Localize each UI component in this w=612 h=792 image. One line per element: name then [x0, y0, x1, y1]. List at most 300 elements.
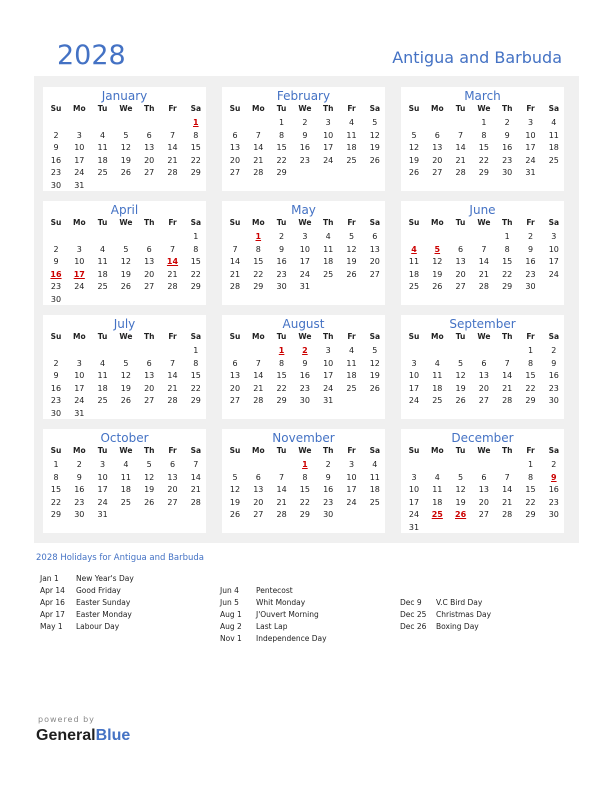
day-cell: 7: [279, 472, 285, 482]
brand-logo-part2: Blue: [95, 727, 131, 744]
holiday-day-cell: 1: [278, 346, 285, 355]
weekday-header: Su: [50, 446, 62, 455]
holiday-name: Pentecost: [256, 586, 293, 595]
month-name: June: [469, 203, 496, 217]
day-cell: 5: [123, 244, 129, 254]
day-cell: 10: [548, 244, 559, 254]
day-cell: 29: [190, 282, 201, 292]
country-title: Antigua and Barbuda: [392, 48, 562, 67]
day-cell: 15: [299, 485, 310, 495]
day-cell: 11: [97, 257, 108, 267]
weekday-header: Fr: [168, 104, 177, 113]
day-cell: 29: [502, 282, 513, 292]
day-cell: 18: [97, 383, 108, 393]
weekday-header: Sa: [548, 218, 560, 227]
holiday-name: Whit Monday: [256, 598, 306, 607]
day-cell: 29: [276, 168, 287, 178]
holiday-day-cell: 17: [73, 269, 85, 279]
holiday-name: Christmas Day: [436, 610, 492, 619]
day-cell: 24: [346, 497, 357, 507]
day-cell: 8: [255, 244, 261, 254]
day-cell: 20: [144, 383, 155, 393]
day-cell: 24: [323, 383, 334, 393]
day-cell: 4: [100, 130, 106, 140]
day-cell: 4: [123, 460, 129, 469]
day-cell: 3: [551, 232, 557, 241]
day-cell: 21: [167, 155, 178, 165]
weekday-header: Tu: [97, 218, 108, 227]
month-name: January: [101, 89, 148, 103]
day-cell: 19: [408, 155, 420, 165]
holiday-day-cell: 14: [166, 257, 179, 267]
day-cell: 30: [276, 282, 287, 292]
holiday-date: Dec 9: [400, 598, 422, 607]
weekday-header: Th: [322, 332, 334, 341]
day-cell: 10: [97, 472, 108, 482]
day-cell: 11: [323, 244, 334, 254]
weekday-header: We: [298, 218, 312, 227]
weekday-header: Mo: [430, 332, 444, 341]
weekday-header: Th: [143, 446, 155, 455]
day-cell: 18: [432, 497, 443, 507]
month-june: [401, 201, 564, 305]
day-cell: 25: [97, 168, 108, 178]
brand-logo-part1: General: [36, 727, 96, 744]
day-cell: 2: [53, 130, 59, 140]
day-cell: 17: [346, 485, 357, 495]
day-cell: 26: [432, 282, 443, 292]
day-cell: 12: [432, 257, 443, 267]
day-cell: 11: [346, 130, 357, 140]
day-cell: 3: [325, 346, 331, 355]
day-cell: 10: [408, 371, 420, 381]
day-cell: 26: [144, 497, 155, 507]
day-cell: 13: [229, 371, 241, 381]
day-cell: 31: [97, 510, 108, 520]
day-cell: 11: [97, 371, 108, 381]
month-february: [222, 87, 385, 191]
weekday-header: Sa: [190, 218, 202, 227]
day-cell: 29: [253, 282, 264, 292]
day-cell: 31: [74, 409, 85, 418]
day-cell: 23: [50, 282, 62, 292]
day-cell: 15: [502, 257, 513, 267]
day-cell: 1: [193, 232, 199, 241]
weekday-header: Th: [501, 446, 513, 455]
day-cell: 2: [551, 346, 557, 355]
day-cell: 3: [325, 118, 331, 127]
holiday-date: Aug 1: [220, 610, 242, 619]
day-cell: 27: [144, 168, 155, 178]
day-cell: 24: [97, 497, 108, 507]
weekday-header: We: [298, 332, 312, 341]
day-cell: 12: [144, 472, 155, 482]
day-cell: 11: [548, 130, 559, 140]
holiday-name: Boxing Day: [436, 622, 479, 631]
day-cell: 28: [229, 282, 241, 292]
day-cell: 25: [548, 155, 559, 165]
day-cell: 10: [323, 130, 334, 140]
day-cell: 29: [525, 396, 536, 406]
day-cell: 29: [525, 510, 536, 520]
day-cell: 1: [53, 460, 59, 469]
day-cell: 2: [76, 460, 82, 469]
day-cell: 6: [372, 232, 378, 241]
weekday-header: Su: [408, 218, 420, 227]
month-may: [222, 201, 385, 305]
holiday-name: New Year's Day: [76, 574, 134, 583]
day-cell: 1: [527, 346, 534, 355]
holiday-date: Apr 17: [40, 610, 65, 619]
day-cell: 20: [478, 383, 489, 393]
day-cell: 5: [372, 118, 378, 127]
day-cell: 21: [229, 269, 241, 279]
day-cell: 21: [276, 497, 287, 507]
month-name: May: [291, 203, 316, 217]
day-cell: 20: [229, 383, 241, 393]
day-cell: 9: [302, 130, 308, 140]
holiday-name: Labour Day: [76, 622, 120, 631]
day-cell: 8: [279, 130, 285, 140]
weekday-header: Sa: [369, 218, 381, 227]
day-cell: 11: [408, 257, 420, 267]
day-cell: 30: [548, 396, 559, 406]
day-cell: 14: [455, 143, 466, 153]
day-cell: 30: [50, 181, 62, 190]
day-cell: 11: [432, 485, 443, 495]
weekday-header: Th: [143, 218, 155, 227]
day-cell: 25: [408, 282, 420, 292]
day-cell: 18: [323, 257, 334, 267]
weekday-header: Su: [229, 446, 241, 455]
day-cell: 18: [97, 155, 108, 165]
month-name: December: [451, 431, 514, 445]
day-cell: 20: [369, 257, 380, 267]
day-cell: 27: [253, 510, 264, 520]
day-cell: 30: [502, 168, 513, 178]
day-cell: 3: [348, 460, 355, 469]
day-cell: 4: [348, 118, 355, 127]
day-cell: 1: [527, 460, 534, 469]
day-cell: 9: [53, 257, 59, 267]
day-cell: 13: [478, 371, 489, 381]
day-cell: 20: [229, 155, 241, 165]
weekday-header: Fr: [168, 218, 177, 227]
day-cell: 12: [408, 143, 420, 153]
day-cell: 22: [299, 497, 310, 507]
day-cell: 2: [551, 460, 557, 469]
day-cell: 4: [325, 232, 331, 241]
day-cell: 6: [146, 130, 152, 140]
day-cell: 12: [346, 244, 357, 254]
brand-logo[interactable]: [36, 727, 130, 745]
day-cell: 29: [190, 168, 201, 178]
weekday-header: Su: [408, 446, 420, 455]
day-cell: 28: [502, 510, 513, 520]
month-january: [43, 87, 206, 191]
weekday-header: Th: [322, 104, 334, 113]
day-cell: 7: [169, 130, 176, 140]
day-cell: 29: [299, 510, 310, 520]
day-cell: 7: [504, 472, 510, 482]
day-cell: 18: [548, 143, 559, 153]
day-cell: 21: [190, 485, 201, 495]
day-cell: 13: [253, 485, 264, 495]
day-cell: 30: [525, 282, 536, 292]
day-cell: 19: [369, 371, 380, 381]
day-cell: 26: [346, 269, 357, 279]
day-cell: 16: [502, 143, 513, 153]
day-cell: 23: [548, 497, 559, 507]
day-cell: 27: [478, 510, 489, 520]
holiday-day-cell: 1: [193, 118, 199, 127]
day-cell: 17: [74, 155, 85, 165]
day-cell: 2: [325, 460, 331, 469]
weekday-header: Th: [143, 332, 155, 341]
day-cell: 24: [74, 282, 85, 292]
weekday-header: Fr: [526, 104, 535, 113]
day-cell: 19: [120, 383, 131, 393]
weekday-header: Fr: [347, 218, 356, 227]
day-cell: 16: [299, 143, 310, 153]
day-cell: 20: [478, 497, 489, 507]
day-cell: 25: [369, 497, 380, 507]
day-cell: 23: [50, 168, 62, 178]
day-cell: 27: [229, 396, 241, 406]
day-cell: 29: [276, 396, 287, 406]
month-name: March: [464, 89, 501, 103]
day-cell: 21: [502, 383, 513, 393]
weekday-header: Fr: [526, 446, 535, 455]
day-cell: 1: [481, 118, 487, 127]
day-cell: 19: [229, 497, 241, 507]
day-cell: 21: [167, 269, 178, 279]
day-cell: 26: [120, 168, 131, 178]
day-cell: 15: [190, 371, 201, 381]
day-cell: 6: [232, 358, 238, 368]
day-cell: 18: [369, 485, 380, 495]
day-cell: 14: [167, 143, 178, 153]
day-cell: 11: [432, 371, 443, 381]
day-cell: 2: [279, 232, 285, 241]
weekday-header: We: [477, 104, 491, 113]
day-cell: 14: [190, 472, 201, 482]
day-cell: 17: [548, 257, 559, 267]
day-cell: 24: [408, 510, 420, 520]
day-cell: 12: [455, 371, 466, 381]
day-cell: 24: [74, 396, 85, 406]
day-cell: 23: [525, 269, 536, 279]
day-cell: 10: [74, 371, 85, 381]
weekday-header: Tu: [455, 104, 466, 113]
day-cell: 2: [302, 118, 308, 127]
day-cell: 16: [548, 485, 559, 495]
day-cell: 15: [525, 371, 536, 381]
day-cell: 23: [502, 155, 513, 165]
day-cell: 20: [167, 485, 178, 495]
month-november: [222, 429, 385, 533]
day-cell: 15: [190, 257, 201, 267]
holiday-name: J'Ouvert Morning: [256, 610, 319, 619]
day-cell: 10: [323, 358, 334, 368]
day-cell: 31: [408, 523, 420, 532]
day-cell: 16: [50, 383, 62, 393]
day-cell: 22: [525, 383, 536, 393]
holiday-date: Jun 5: [220, 598, 239, 607]
weekday-header: Su: [229, 218, 241, 227]
day-cell: 8: [527, 472, 534, 482]
day-cell: 10: [408, 485, 420, 495]
day-cell: 26: [229, 510, 241, 520]
holiday-name: Good Friday: [76, 586, 121, 595]
month-name: November: [272, 431, 335, 445]
day-cell: 21: [253, 155, 264, 165]
day-cell: 3: [100, 460, 106, 469]
day-cell: 2: [53, 358, 59, 368]
day-cell: 16: [50, 155, 62, 165]
day-cell: 13: [455, 257, 466, 267]
day-cell: 7: [169, 244, 176, 254]
weekday-header: We: [119, 104, 133, 113]
weekday-header: Su: [408, 332, 420, 341]
day-cell: 19: [120, 269, 131, 279]
day-cell: 28: [253, 168, 264, 178]
day-cell: 19: [432, 269, 443, 279]
day-cell: 23: [74, 497, 85, 507]
weekday-header: Mo: [251, 446, 265, 455]
day-cell: 27: [144, 282, 155, 292]
month-april: [43, 201, 206, 305]
day-cell: 5: [232, 472, 238, 482]
day-cell: 21: [253, 383, 264, 393]
day-cell: 20: [144, 269, 155, 279]
day-cell: 18: [432, 383, 443, 393]
day-cell: 12: [120, 143, 131, 153]
day-cell: 22: [276, 155, 287, 165]
day-cell: 13: [478, 485, 489, 495]
weekday-header: Tu: [455, 446, 466, 455]
day-cell: 26: [408, 168, 420, 178]
year-title: 2028: [57, 40, 126, 71]
day-cell: 29: [190, 396, 201, 406]
weekday-header: Mo: [72, 446, 86, 455]
day-cell: 13: [144, 143, 155, 153]
day-cell: 22: [276, 383, 287, 393]
day-cell: 14: [502, 371, 513, 381]
day-cell: 10: [299, 244, 310, 254]
weekday-header: We: [119, 446, 133, 455]
month-december: [401, 429, 564, 533]
day-cell: 9: [527, 244, 534, 254]
day-cell: 16: [74, 485, 85, 495]
weekday-header: We: [119, 218, 133, 227]
weekday-header: Tu: [97, 332, 108, 341]
day-cell: 26: [455, 396, 466, 406]
day-cell: 28: [190, 497, 201, 507]
day-cell: 17: [323, 371, 334, 381]
day-cell: 12: [455, 485, 466, 495]
weekday-header: Sa: [190, 104, 202, 113]
day-cell: 6: [232, 130, 238, 140]
day-cell: 18: [346, 143, 357, 153]
holiday-day-cell: 26: [455, 510, 467, 520]
day-cell: 18: [97, 269, 108, 279]
day-cell: 17: [408, 497, 420, 507]
day-cell: 24: [299, 269, 310, 279]
day-cell: 28: [167, 168, 178, 178]
day-cell: 11: [120, 472, 131, 482]
day-cell: 23: [299, 155, 310, 165]
day-cell: 19: [120, 155, 131, 165]
weekday-header: We: [119, 332, 133, 341]
day-cell: 25: [120, 497, 131, 507]
holiday-day-cell: 9: [551, 472, 557, 482]
day-cell: 11: [346, 358, 357, 368]
month-name: August: [282, 317, 325, 331]
day-cell: 3: [411, 358, 417, 368]
day-cell: 30: [50, 295, 62, 304]
day-cell: 2: [527, 232, 534, 241]
day-cell: 29: [478, 168, 489, 178]
day-cell: 24: [323, 155, 334, 165]
holiday-date: Dec 26: [400, 622, 427, 631]
day-cell: 29: [50, 510, 62, 520]
day-cell: 3: [302, 232, 308, 241]
day-cell: 25: [323, 269, 334, 279]
weekday-header: Su: [50, 218, 62, 227]
day-cell: 9: [551, 358, 557, 368]
weekday-header: Su: [229, 104, 241, 113]
day-cell: 16: [276, 257, 287, 267]
day-cell: 9: [76, 472, 82, 482]
day-cell: 8: [279, 358, 285, 368]
holiday-name: Last Lap: [256, 622, 288, 631]
holiday-date: Aug 2: [220, 622, 242, 631]
day-cell: 6: [458, 244, 464, 254]
month-august: [222, 315, 385, 419]
weekday-header: Th: [501, 104, 513, 113]
month-name: September: [449, 317, 516, 331]
day-cell: 23: [276, 269, 287, 279]
day-cell: 8: [193, 130, 199, 140]
month-october: [43, 429, 206, 533]
day-cell: 16: [525, 257, 536, 267]
day-cell: 21: [455, 155, 466, 165]
day-cell: 22: [478, 155, 489, 165]
day-cell: 25: [432, 396, 443, 406]
month-march: [401, 87, 564, 191]
day-cell: 8: [53, 472, 59, 482]
day-cell: 1: [193, 346, 199, 355]
weekday-header: Fr: [526, 218, 535, 227]
day-cell: 25: [346, 383, 357, 393]
weekday-header: Sa: [190, 446, 202, 455]
day-cell: 30: [323, 510, 334, 520]
day-cell: 16: [548, 371, 559, 381]
day-cell: 15: [190, 143, 201, 153]
weekday-header: Th: [322, 218, 334, 227]
day-cell: 9: [53, 371, 59, 381]
day-cell: 22: [50, 497, 62, 507]
day-cell: 3: [411, 472, 417, 482]
day-cell: 17: [408, 383, 420, 393]
day-cell: 7: [193, 460, 199, 469]
day-cell: 24: [408, 396, 420, 406]
weekday-header: Mo: [251, 104, 265, 113]
day-cell: 9: [53, 143, 59, 153]
day-cell: 16: [299, 371, 310, 381]
day-cell: 1: [504, 232, 510, 241]
